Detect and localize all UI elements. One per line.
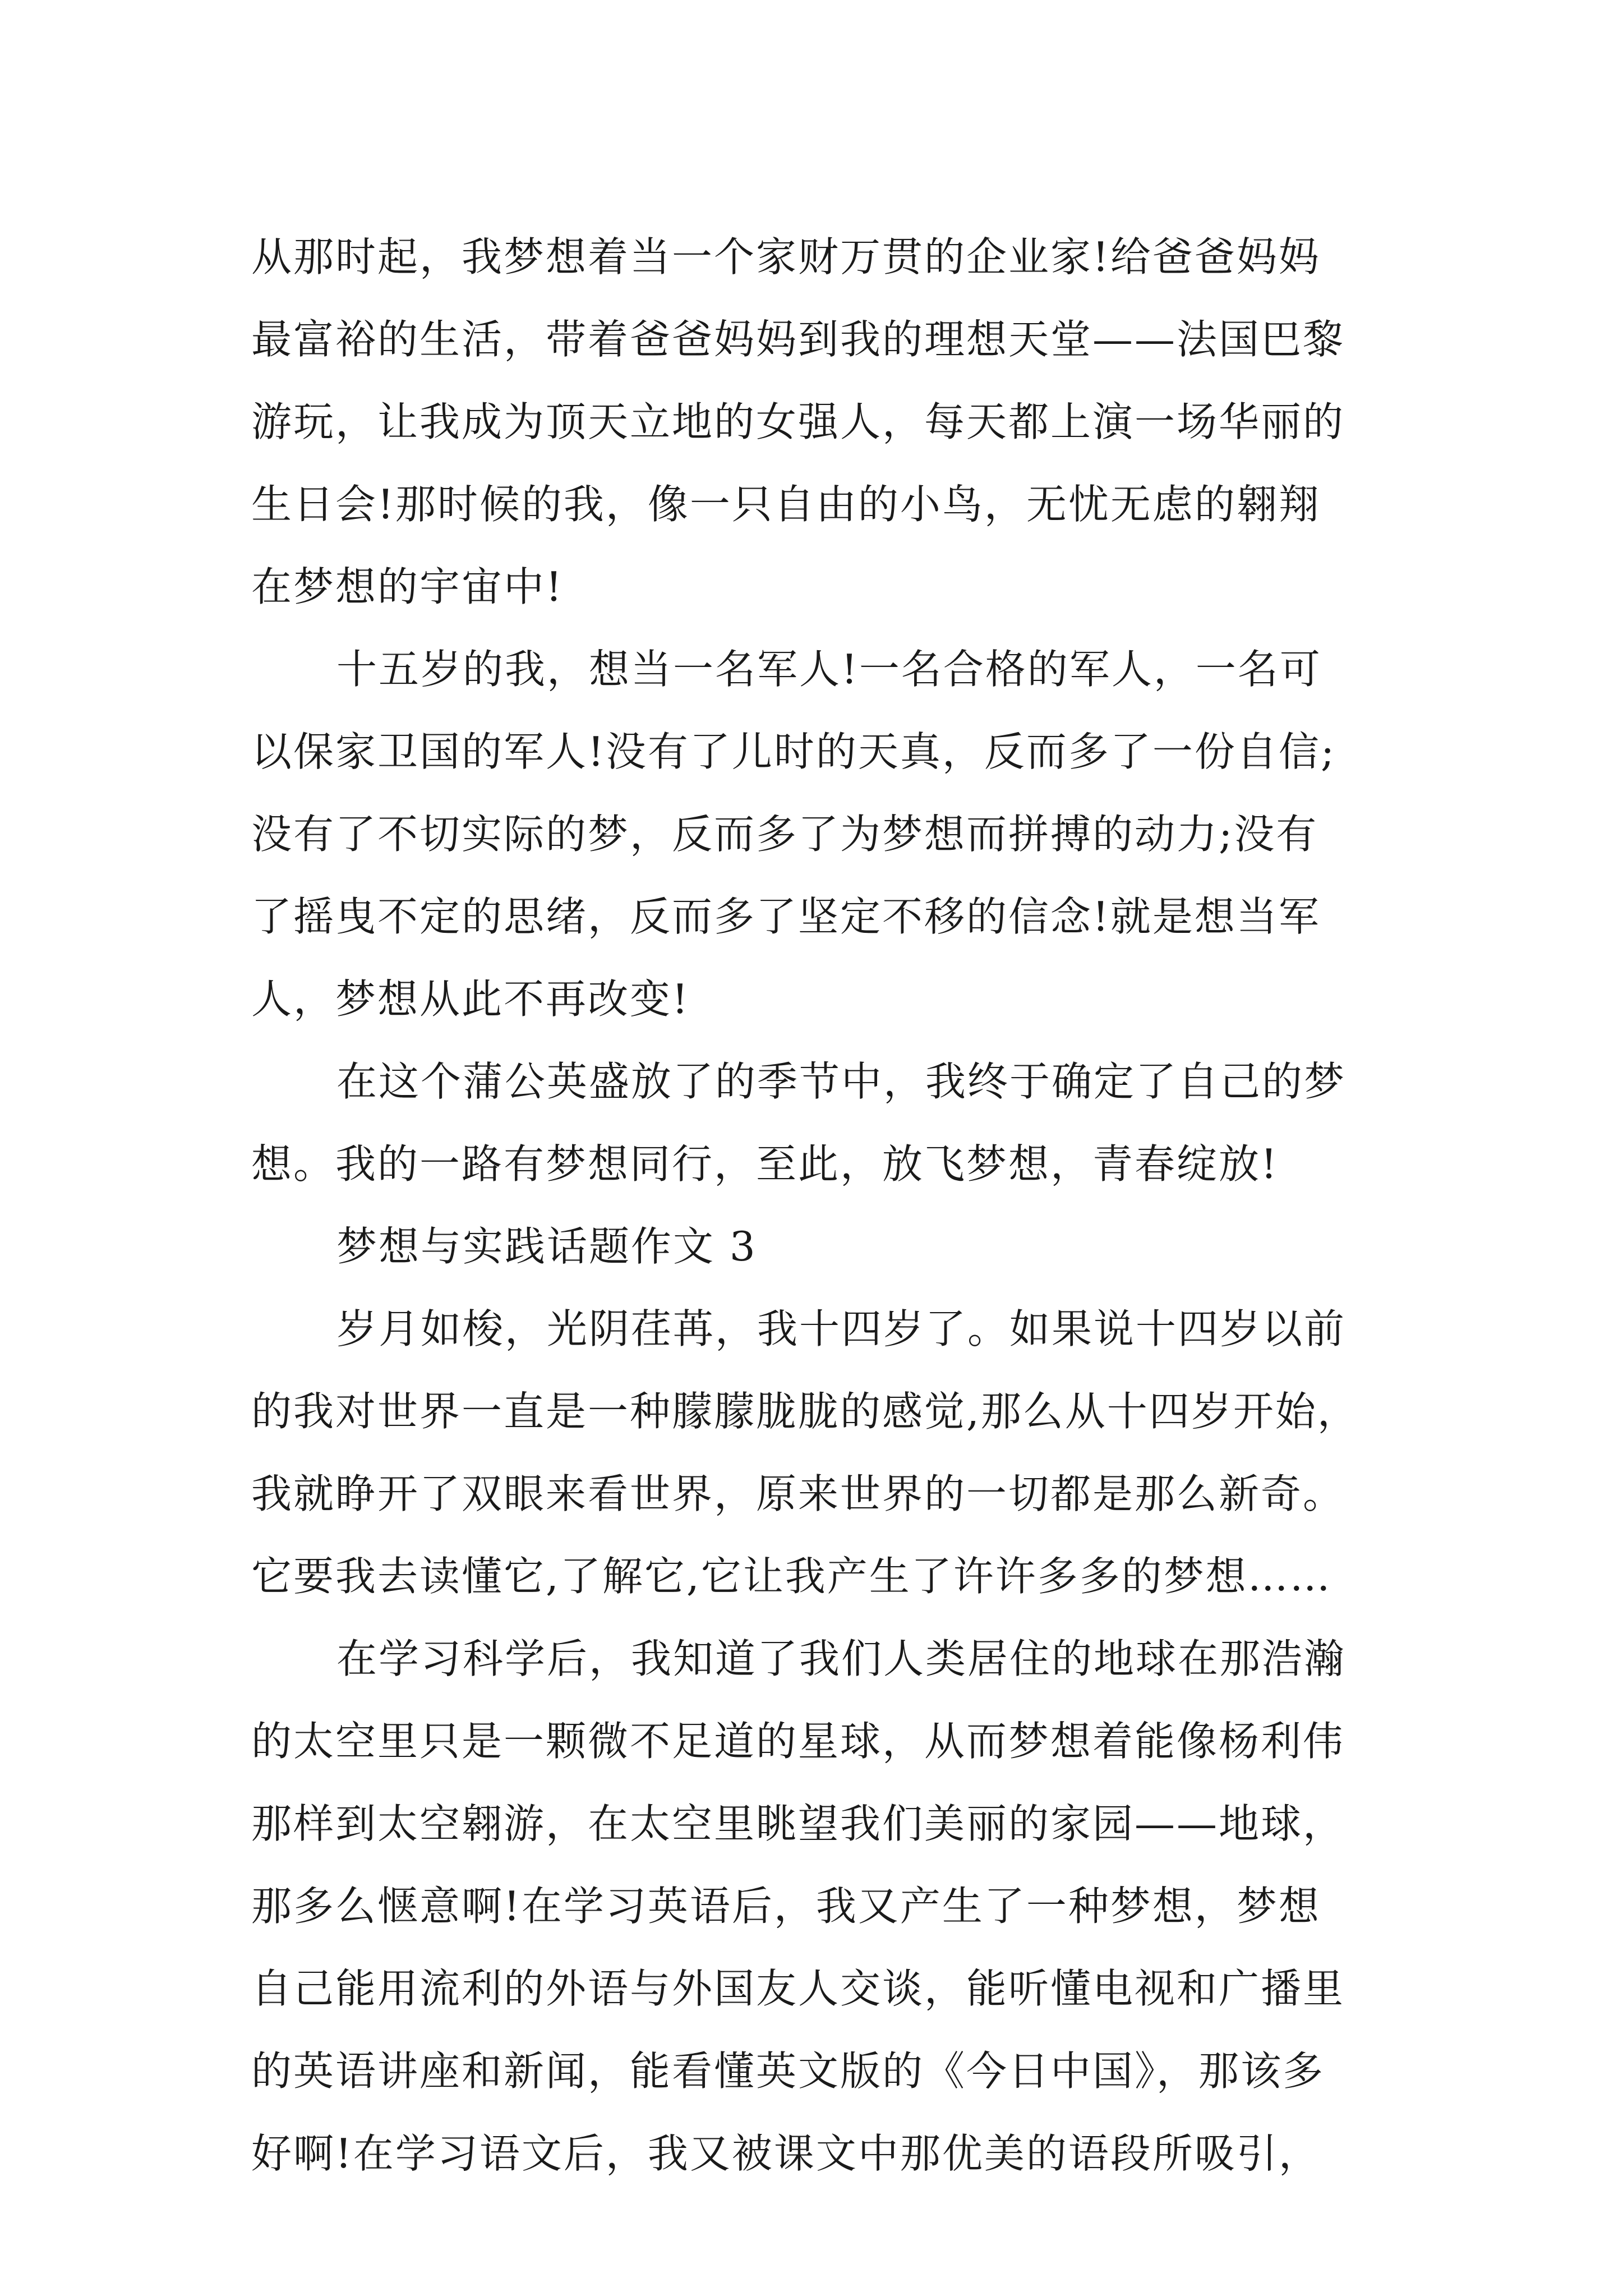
document-body [251,216,1384,2195]
text-line: 的太空里只是一颗微不足道的星球，从而梦想着能像杨利伟 [251,1718,1345,1765]
paragraph-first-line: 岁月如梭，光阴荏苒，我十四岁了。如果说十四岁以前 [336,1305,1347,1352]
section-heading: 梦想与实践话题作文 3 [336,1223,757,1270]
text-line: 从那时起，我梦想着当一个家财万贯的企业家!给爸爸妈妈 [251,233,1321,280]
text-line: 它要我去读懂它,了解它,它让我产生了许许多多的梦想…… [251,1553,1332,1600]
text-line: 人，梦想从此不再改变! [251,976,690,1023]
text-line: 我就睁开了双眼来看世界，原来世界的一切都是那么新奇。 [251,1470,1345,1517]
text-line: 以保家卫国的军人!没有了儿时的天真，反而多了一份自信; [251,728,1336,775]
paragraph-first-line: 在这个蒲公英盛放了的季节中，我终于确定了自己的梦 [336,1058,1347,1105]
text-line: 的我对世界一直是一种朦朦胧胧的感觉,那么从十四岁开始， [251,1388,1359,1435]
text-line: 想。我的一路有梦想同行，至此，放飞梦想，青春绽放! [251,1140,1279,1188]
paragraph-first-line: 十五岁的我，想当一名军人!一名合格的军人，一名可 [336,646,1322,693]
text-line: 最富裕的生活，带着爸爸妈妈到我的理想天堂——法国巴黎 [251,316,1345,363]
text-line: 游玩，让我成为顶天立地的女强人，每天都上演一场华丽的 [251,398,1345,445]
text-line: 没有了不切实际的梦，反而多了为梦想而拼搏的动力;没有 [251,811,1318,858]
text-line: 好啊!在学习语文后，我又被课文中那优美的语段所吸引， [251,2130,1321,2177]
text-line: 那样到太空翱游，在太空里眺望我们美丽的家园——地球， [251,1800,1345,1847]
text-line: 那多么惬意啊!在学习英语后，我又产生了一种梦想，梦想 [251,1883,1321,1930]
text-line: 的英语讲座和新闻，能看懂英文版的《今日中国》，那该多 [251,2047,1325,2095]
paragraph-first-line: 在学习科学后，我知道了我们人类居住的地球在那浩瀚 [336,1635,1347,1682]
text-line: 在梦想的宇宙中! [251,563,564,610]
text-line: 了摇曳不定的思绪，反而多了坚定不移的信念!就是想当军 [251,893,1321,940]
text-line: 自己能用流利的外语与外国友人交谈，能听懂电视和广播里 [251,1965,1345,2012]
text-line: 生日会!那时候的我，像一只自由的小鸟，无忧无虑的翱翔 [251,481,1321,528]
